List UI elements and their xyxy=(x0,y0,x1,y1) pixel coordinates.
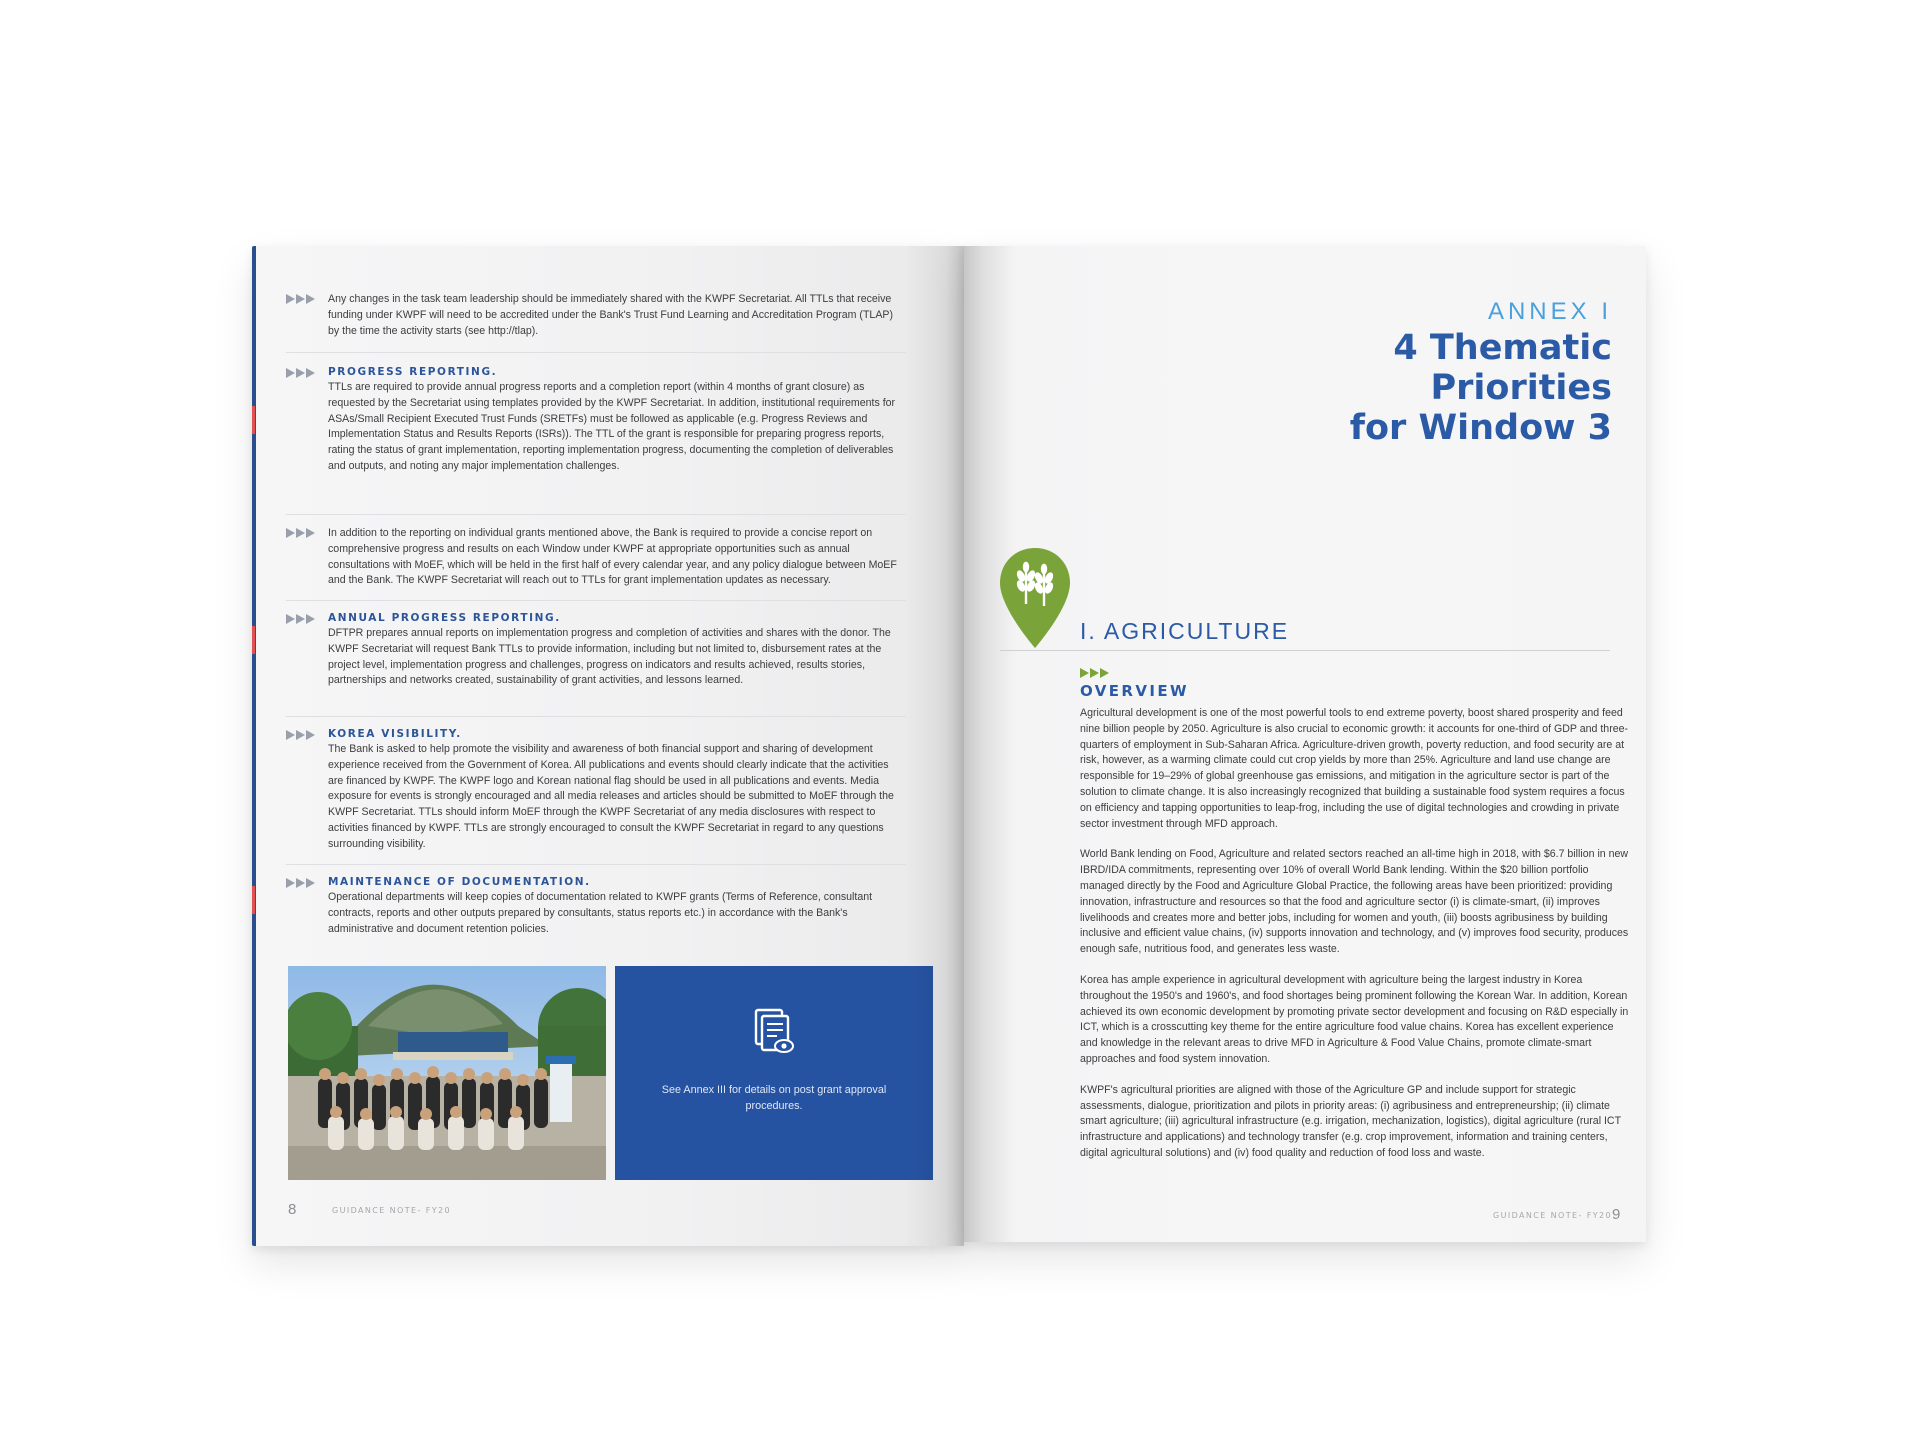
triple-arrow-icon xyxy=(286,368,320,378)
divider xyxy=(286,864,906,865)
overview-title: OVERVIEW xyxy=(1080,682,1189,700)
divider xyxy=(286,514,906,515)
section-body: Any changes in the task team leadership should be immediately shared with the KWPF Secretariat. All TTLs that receive funding under KWPF will need to be accredited under the Bank's Trust Fund Learning and Accreditation Program (TLAP) by the time the activity starts (see http://tlap). xyxy=(328,293,893,337)
page-number: 9 xyxy=(1612,1206,1621,1223)
section-body: In addition to the reporting on individual grants mentioned above, the Bank is required to provide a concise report on comprehensive progress and results on each Window under KWPF at appropriate opportunities such as annual consultations with MoEF, which will be held in the first half of every calendar year, and any policy dialogue between MoEF and the Bank. The KWPF Secretariat will reach out to TTLs for grant implementation updates as necessary. xyxy=(328,527,897,587)
paragraph: KWPF's agricultural priorities are aligned with those of the Agriculture GP and include support for strategic assessments, dialogue, prioritization and pilots in priority areas: (i) agribusiness and entrepreneurship; (ii) climate smart agriculture; (iii) agricultural infrastructure (e.g. irrigation, mechanization, logistics), digital agriculture (rural ICT infrastructure and applications) and technology transfer (e.g. crop improvement, information and training centers, digital agricultural solutions) and (iv) food quality and reduction of food loss and waste. xyxy=(1080,1083,1621,1159)
triple-arrow-icon xyxy=(1080,668,1109,678)
edge-tab-mark xyxy=(252,626,255,654)
triple-arrow-icon xyxy=(286,294,320,304)
title-line: for Window 3 xyxy=(1349,408,1612,448)
triple-arrow-icon xyxy=(286,614,320,624)
section-title: MAINTENANCE OF DOCUMENTATION. xyxy=(328,876,591,888)
right-page xyxy=(964,246,1646,1242)
section-body: Operational departments will keep copies of documentation related to KWPF grants (Terms of Reference, consultant contracts, reports and other outputs prepared by consultants, status reports etc.) in accordance with the Bank's administrative and document retention policies. xyxy=(328,891,873,935)
divider xyxy=(286,716,906,717)
divider xyxy=(286,352,906,353)
footer-label: GUIDANCE NOTE- FY20 xyxy=(1493,1211,1612,1220)
wheat-pin-icon xyxy=(998,546,1072,650)
section-body: The Bank is asked to help promote the visibility and awareness of both financial support and sharing of development experience received from the Government of Korea. All publications and events should clearly indicate that the activities are financed by KWPF. The KWPF logo and Korean national flag should be used in all publications and events. Media exposure for events is strongly encouraged and all media releases and articles should be submitted to MoEF through the KWPF Secretariat. TTLs should inform MoEF through the KWPF Secretariat of any media disclosures with respect to activities financed by KWPF. TTLs are strongly encouraged to consult the KWPF Secretariat in regard to any questions surrounding visibility. xyxy=(328,743,894,850)
overview-body xyxy=(1080,706,1630,1177)
section-title: PROGRESS REPORTING. xyxy=(328,366,498,378)
triple-arrow-icon xyxy=(286,730,320,740)
section-korea-visibility xyxy=(328,728,906,853)
left-page xyxy=(252,246,964,1246)
page-title xyxy=(1350,328,1612,448)
spine-shadow xyxy=(964,246,1014,1242)
paragraph: Korea has ample experience in agricultural development with agriculture being the largest industry in Korea throughout the 1950's and 1960's, and food shortages being prominent following the Korean War. In addition, Korean achieved its own economic development by promoting private sector development and focusing on R&D especially in ICT, which is a crosscutting key theme for the entire agriculture food value chains. Korea has excellent experience and knowledge in the relevant areas to drive MFD in Agriculture & Food Value Chains, promote climate-smart approaches and food system innovation. xyxy=(1080,973,1629,1065)
section-bank-reporting xyxy=(328,526,906,589)
page-edge-accent xyxy=(252,246,256,1246)
annex-label: ANNEX I xyxy=(1487,298,1612,325)
title-line: 4 Thematic xyxy=(1393,328,1612,368)
section-tlap xyxy=(328,292,906,339)
section-progress-reporting xyxy=(328,366,906,475)
document-eye-icon xyxy=(753,1008,795,1060)
section-title: ANNUAL PROGRESS REPORTING. xyxy=(328,612,561,624)
section-title: KOREA VISIBILITY. xyxy=(328,728,462,740)
divider xyxy=(286,600,906,601)
section-documentation xyxy=(328,876,906,937)
paragraph: Agricultural development is one of the most powerful tools to end extreme poverty, boost shared prosperity and feed nine billion people by 2050. Agriculture is also crucial to economic growth: it accounts for one-third of GDP and three-quarters of employment in Sub-Saharan Africa. Agriculture-driven growth, poverty reduction, and food security are at risk, however, as a warming climate could cut crop yields by more than 25%. Agriculture and land use change are responsible for 19–29% of global greenhouse gas emissions, and mitigation in the agriculture sector is part of the solution to climate change. It is also increasingly recognized that building a sustainable food system requires a focus on efficiency and tapping opportunities to leap-frog, including the use of digital technologies and crowding in private sector investment through MFD approach. xyxy=(1080,707,1629,830)
section-body: DFTPR prepares annual reports on implementation progress and completion of activities and shares with the donor. The KWPF Secretariat will request Bank TTLs to provide information, including but not limited to, disbursement rates at the project level, implementation progress and challenges, progress on indicators and results achieved, results stories, partnerships and networks created, sustainability of grant activities, and lessons learned. xyxy=(328,627,891,687)
page-number: 8 xyxy=(288,1201,297,1218)
section-annual-progress xyxy=(328,612,906,689)
edge-tab-mark xyxy=(252,886,255,914)
title-line: Priorities xyxy=(1430,368,1612,408)
group-photo xyxy=(288,966,606,1180)
triple-arrow-icon xyxy=(286,528,320,538)
triple-arrow-icon xyxy=(286,878,320,888)
edge-tab-mark xyxy=(252,406,255,434)
paragraph: World Bank lending on Food, Agriculture and related sectors reached an all-time high in 2018, with $6.7 billion in new IBRD/IDA commitments, representing over 10% of overall World Bank lending. Within the $20 billion portfolio managed directly by the Food and Agriculture Global Practice, the following areas have been prioritized: providing innovation, infrastructure and resources so that the food and agriculture sector (i) is climate-smart, (ii) improves livelihoods and creates more and better jobs, including for women and youth, (iii) boosts agribusiness by building inclusive and efficient value chains, (iv) supports innovation and technology, and (v) improves food security, produces enough safe, nutritious food, and generates less waste. xyxy=(1080,848,1629,956)
section-heading: I. AGRICULTURE xyxy=(1080,618,1290,644)
callout-box xyxy=(615,966,933,1180)
callout-text: See Annex III for details on post grant approval procedures. xyxy=(661,1084,887,1112)
heading-rule xyxy=(1000,650,1610,651)
spine-shadow xyxy=(904,246,964,1246)
section-body: TTLs are required to provide annual progress reports and a completion report (within 4 months of grant closure) as requested by the Secretariat using templates provided by the KWPF Secretariat. In addition, institutional requirements for ASAs/Small Recipient Executed Trust Funds (SRETFs) must be followed as applicable (e.g. Progress Reviews and Implementation Status and Results Reports (ISRs)). The TTL of the grant is responsible for preparing progress reports, rating the status of grant implementation, reporting implementation progress, documenting the completion of deliverables and outputs, and noting any major implementation challenges. xyxy=(328,381,896,472)
footer-label: GUIDANCE NOTE- FY20 xyxy=(332,1206,451,1215)
